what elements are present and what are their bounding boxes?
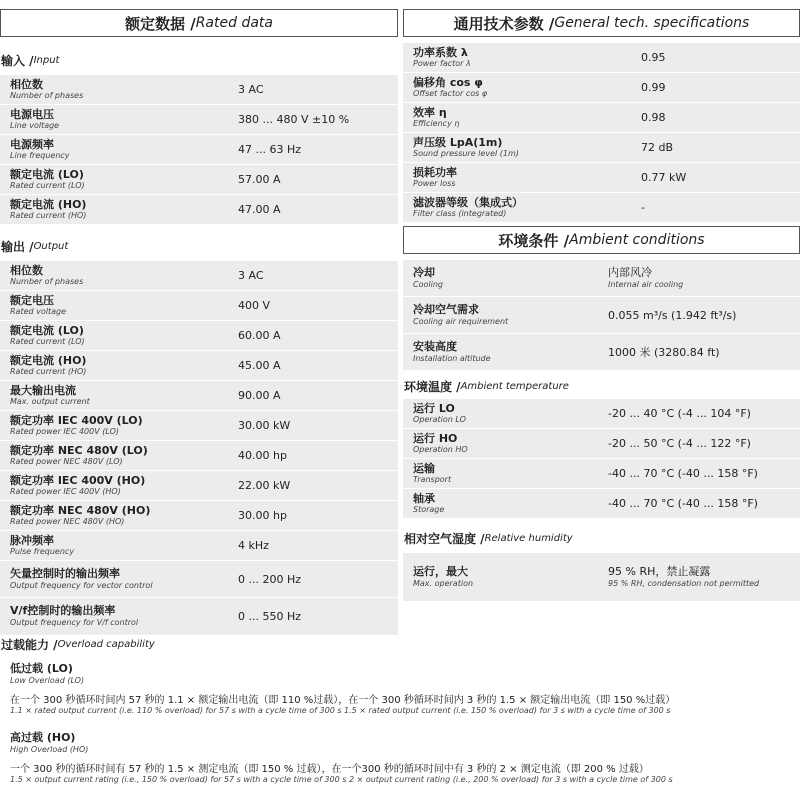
spec-label: 额定电流 (LO) <box>10 323 84 337</box>
spec-label: 运行 LO <box>413 401 455 415</box>
rated-data-column <box>0 0 398 635</box>
spec-row <box>0 135 398 164</box>
spec-label: 额定功率 NEC 480V (HO) <box>10 503 151 517</box>
spec-label: 脉冲频率 <box>10 533 54 547</box>
spec-value: 60.00 A <box>238 329 281 342</box>
general-spec-table <box>403 43 800 222</box>
spec-label-en: Rated power IEC 400V (LO) <box>10 427 119 437</box>
high-overload-text-en: 1.5 × output current rating (i.e., 150 % overload) for 57 s with a cycle time of 300 s 2 × output current rating (i.e., 200 % overload) for 3 s with a cycle time of 300 s <box>10 775 673 784</box>
spec-value: - <box>641 201 645 214</box>
spec-label: 冷却空气需求 <box>413 303 479 317</box>
spec-value: 47 ... 63 Hz <box>238 143 302 156</box>
spec-row <box>0 321 398 350</box>
spec-label: 电源频率 <box>10 137 54 151</box>
spec-value: 内部风冷 <box>608 266 652 280</box>
spec-label-en: Rated power NEC 480V (LO) <box>10 457 123 467</box>
spec-label: 轴承 <box>413 491 435 505</box>
spec-row <box>0 441 398 470</box>
spec-label-en: Cooling <box>413 279 443 289</box>
spec-row <box>403 133 800 162</box>
spec-label-en: Max. output current <box>10 397 90 407</box>
spec-label-en: Offset factor cos φ <box>413 89 488 99</box>
spec-label: 最大输出电流 <box>10 383 76 397</box>
spec-row <box>403 429 800 458</box>
spec-value: 0.99 <box>641 81 666 94</box>
spec-label: 声压级 LpA(1m) <box>413 135 503 149</box>
spec-row <box>0 351 398 380</box>
spec-row <box>0 501 398 530</box>
spec-value: 22.00 kW <box>238 479 291 492</box>
spec-label: 偏移角 cos φ <box>413 75 483 89</box>
spec-row <box>0 471 398 500</box>
high-overload-text: 一个 300 秒的循环时间有 57 秒的 1.5 × 测定电流（即 150 % 过载），在一个300 秒的循环时间中有 3 秒的 2 × 测定电流（即 200 % 过载） <box>10 764 649 775</box>
spec-label-en: Operation LO <box>413 415 466 425</box>
spec-value: -20 ... 40 °C (-4 ... 104 °F) <box>608 407 751 420</box>
spec-row <box>0 195 398 224</box>
spec-label: 相位数 <box>10 263 43 277</box>
spec-value: 47.00 A <box>238 203 281 216</box>
spec-label-en: Number of phases <box>10 277 84 287</box>
spec-label: 矢量控制时的输出频率 <box>10 567 120 581</box>
spec-label-en: Power factor λ <box>413 59 471 69</box>
spec-label-en: Rated power IEC 400V (HO) <box>10 487 121 497</box>
spec-value: -40 ... 70 °C (-40 ... 158 °F) <box>608 467 758 480</box>
low-overload-text: 在一个 300 秒循环时间内 57 秒的 1.1 × 额定输出电流（即 110 %过载），在一个 300 秒循环时间内 3 秒的 1.5 × 额定输出电流（即 150 %过载） <box>10 695 676 706</box>
general-spec-header: 通用技术参数 / General tech. specifications <box>403 9 800 37</box>
spec-label-en: Output frequency for V/f control <box>10 617 139 627</box>
spec-row <box>0 531 398 560</box>
spec-row <box>403 459 800 488</box>
spec-value: 90.00 A <box>238 389 281 402</box>
spec-row <box>0 561 398 597</box>
spec-label: 额定电压 <box>10 293 54 307</box>
spec-label-en: Power loss <box>413 179 456 189</box>
spec-row <box>403 43 800 72</box>
spec-label-en: Storage <box>413 505 445 515</box>
input-table <box>0 75 398 224</box>
ambient-temp-title: 环境温度 / Ambient temperature <box>404 379 569 394</box>
spec-label: 安装高度 <box>413 340 457 354</box>
spec-row <box>0 75 398 104</box>
spec-value: 3 AC <box>238 269 264 282</box>
spec-row <box>403 73 800 102</box>
spec-value: 0.77 kW <box>641 171 687 184</box>
spec-label-en: Line voltage <box>10 121 60 131</box>
ambient-header: 环境条件 / Ambient conditions <box>403 226 800 254</box>
spec-label: 损耗功率 <box>413 165 457 179</box>
spec-label-en: Efficiency η <box>413 119 460 129</box>
spec-label-en: Sound pressure level (1m) <box>413 149 519 159</box>
spec-value: 0 ... 200 Hz <box>238 572 302 586</box>
spec-label: 电源电压 <box>10 107 54 121</box>
spec-row <box>0 381 398 410</box>
spec-label: 额定电流 (HO) <box>10 353 87 367</box>
spec-value: 45.00 A <box>238 359 281 372</box>
spec-label: 功率系数 λ <box>413 45 468 59</box>
spec-label-en: Rated current (HO) <box>10 367 87 377</box>
spec-row <box>0 261 398 290</box>
spec-value: 57.00 A <box>238 173 281 186</box>
spec-label-en: Rated voltage <box>10 307 67 317</box>
humidity-row: 运行，最大 Max. operation 95 % RH，禁止凝露 95 % RH, condensation not permitted <box>403 553 800 601</box>
spec-label-en: Cooling air requirement <box>413 316 509 326</box>
spec-value: 4 kHz <box>238 539 269 552</box>
spec-value: 0 ... 550 Hz <box>238 609 302 623</box>
spec-label-en: Filter class (integrated) <box>413 209 507 219</box>
spec-label: 额定功率 IEC 400V (HO) <box>10 473 146 487</box>
ambient-table <box>403 260 800 370</box>
ambient-temp-table <box>403 399 800 518</box>
spec-label: 滤波器等级（集成式） <box>413 195 523 209</box>
spec-label: V/f控制时的输出频率 <box>10 604 116 618</box>
humidity-title: 相对空气湿度 / Relative humidity <box>404 531 573 546</box>
spec-value: 72 dB <box>641 141 674 154</box>
spec-value: 30.00 hp <box>238 509 287 522</box>
spec-row <box>403 297 800 333</box>
spec-label-en: Number of phases <box>10 91 84 101</box>
spec-label: 运输 <box>413 461 435 475</box>
spec-label-en: Installation altitude <box>413 353 491 363</box>
spec-label: 额定功率 IEC 400V (LO) <box>10 413 143 427</box>
spec-label-en: Pulse frequency <box>10 547 75 557</box>
spec-value: 0.98 <box>641 111 666 124</box>
low-overload-text-en: 1.1 × rated output current (i.e. 110 % overload) for 57 s with a cycle time of 300 s 1.5 × rated output current (i.e. 150 % overload) for 3 s with a cycle time of 300 s <box>10 706 671 715</box>
output-table <box>0 261 398 634</box>
high-overload-title: 高过载 (HO) <box>10 731 76 744</box>
spec-row <box>403 334 800 370</box>
low-overload-subtitle: Low Overload (LO) <box>10 676 85 685</box>
spec-label: 额定功率 NEC 480V (LO) <box>10 443 148 457</box>
spec-label-en: Output frequency for vector control <box>10 580 153 590</box>
spec-value: 3 AC <box>238 83 264 96</box>
spec-label-en: Rated current (LO) <box>10 337 85 347</box>
spec-row <box>0 165 398 194</box>
spec-value: 1000 米 (3280.84 ft) <box>608 346 720 359</box>
spec-value: 0.055 m³/s (1.942 ft³/s) <box>608 308 737 322</box>
spec-label: 效率 η <box>413 105 447 119</box>
spec-row <box>403 163 800 192</box>
spec-label: 冷却 <box>413 266 435 280</box>
spec-row <box>403 260 800 296</box>
spec-label: 相位数 <box>10 77 43 91</box>
input-section-title: 输入 / Input <box>1 53 60 68</box>
spec-label: 运行 HO <box>413 431 458 445</box>
spec-value: 380 ... 480 V ±10 % <box>238 113 350 126</box>
spec-value: -20 ... 50 °C (-4 ... 122 °F) <box>608 437 751 450</box>
spec-label-en: Rated current (HO) <box>10 211 87 221</box>
spec-value-en: Internal air cooling <box>608 279 684 289</box>
high-overload-subtitle: High Overload (HO) <box>10 745 89 754</box>
low-overload-title: 低过载 (LO) <box>10 662 73 675</box>
spec-row <box>403 399 800 428</box>
output-section-title: 输出 / Output <box>1 239 69 254</box>
spec-row <box>0 411 398 440</box>
spec-row <box>403 193 800 222</box>
spec-label-en: Transport <box>413 475 452 485</box>
spec-label: 额定电流 (HO) <box>10 197 87 211</box>
spec-value: 0.95 <box>641 51 666 64</box>
rated-data-header: 额定数据 / Rated data <box>0 9 398 37</box>
overload-title: 过载能力 / Overload capability <box>0 634 398 654</box>
spec-label-en: Line frequency <box>10 151 70 161</box>
overload-section <box>0 634 800 784</box>
spec-value: 400 V <box>238 299 271 312</box>
spec-row <box>0 598 398 634</box>
spec-value: 40.00 hp <box>238 449 287 462</box>
spec-value: 30.00 kW <box>238 419 291 432</box>
spec-row <box>0 291 398 320</box>
spec-row <box>403 489 800 518</box>
spec-label-en: Operation HO <box>413 445 468 455</box>
spec-label-en: Rated power NEC 480V (HO) <box>10 517 125 527</box>
spec-row <box>403 103 800 132</box>
spec-label: 额定电流 (LO) <box>10 167 84 181</box>
general-spec-column <box>403 0 800 601</box>
spec-value: -40 ... 70 °C (-40 ... 158 °F) <box>608 497 758 510</box>
spec-row <box>0 105 398 134</box>
spec-label-en: Rated current (LO) <box>10 181 85 191</box>
